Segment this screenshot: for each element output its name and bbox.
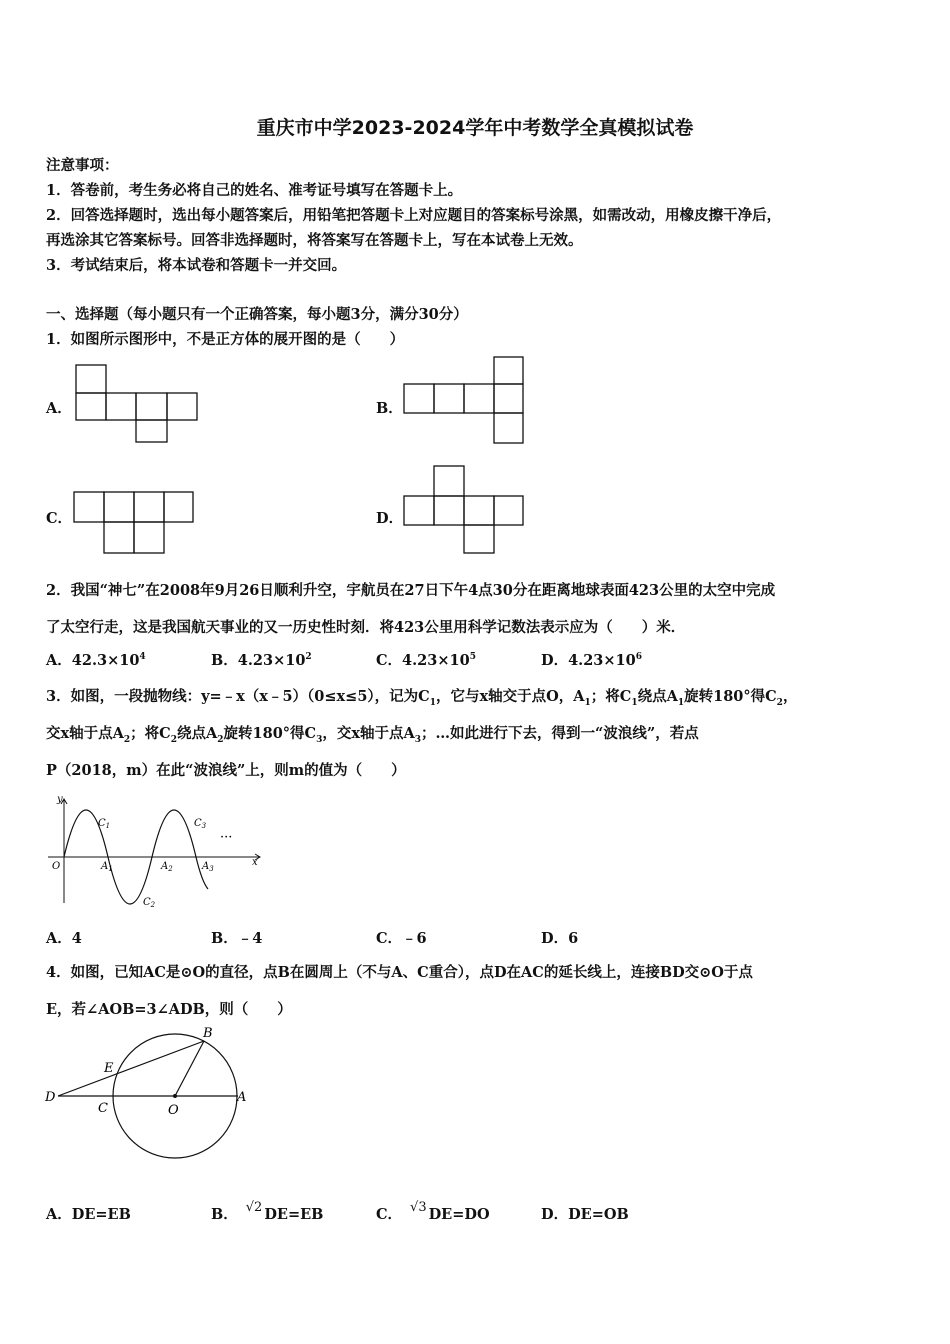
q4-circle-figure: [44, 1026, 254, 1160]
q3-dots: ···: [220, 830, 233, 845]
notice-heading: 注意事项：: [46, 157, 119, 174]
q4-stem-line1: 4．如图，已知AC是⊙O的直径，点B在圆周上（不与A、C重合），点D在AC的延长线上，连接BD交⊙O于点: [46, 964, 753, 981]
q3-wave-figure: [44, 793, 266, 913]
q3-option-a[interactable]: A．4: [46, 930, 82, 947]
q4-point-c: C: [98, 1101, 108, 1116]
q1-option-b-label[interactable]: B．: [376, 400, 403, 417]
notice-item: 2．回答选择题时，选出每小题答案后，用铅笔把答题卡上对应题目的答案标号涂黑，如需改动，用橡皮擦干净后，: [46, 207, 782, 224]
sqrt3-symbol: √3: [410, 1200, 427, 1215]
q2-option-a[interactable]: A．$42.3\times 10^4$: [46, 652, 146, 669]
q2-stem-line2: 了太空行走，这是我国航天事业的又一历史性时刻．将423公里用科学记数法表示应为（ ）米．: [46, 619, 686, 636]
q3-c3-label: $C_3$: [194, 818, 207, 830]
q1-net-a: [70, 360, 205, 450]
q4-point-b: B: [203, 1026, 213, 1041]
q2-option-b[interactable]: B．$4.23\times 10^2$: [211, 652, 312, 669]
q3-option-b[interactable]: B．﹣4: [211, 930, 263, 947]
q4-point-d: D: [45, 1090, 56, 1105]
q4-option-a[interactable]: A．DE=EB: [46, 1206, 131, 1223]
q2-option-d[interactable]: D．$4.23\times 10^6$: [541, 652, 642, 669]
q4-point-a: A: [237, 1090, 247, 1105]
notice-item: 3．考试结束后，将本试卷和答题卡一并交回。: [46, 257, 347, 274]
notice-item: 1．答卷前，考生务必将自己的姓名、准考证号填写在答题卡上。: [46, 182, 463, 199]
sqrt2-symbol: √2: [245, 1200, 263, 1215]
q4-point-e: E: [104, 1061, 114, 1076]
q4-point-o: O: [168, 1103, 179, 1118]
q2-stem-line1: 2．我国“神七”在2008年9月26日顺利升空，宇航员在27日下午4点30分在距离地球表面423公里的太空中完成: [46, 582, 776, 599]
q3-c2-label: $C_2$: [143, 897, 156, 909]
q4-option-c[interactable]: C． √3 DE=DO: [376, 1200, 490, 1223]
page-title: 重庆市中学2023-2024学年中考数学全真模拟试卷: [256, 117, 694, 139]
q3-stem-line1: 3．如图，一段抛物线：y=﹣x（x﹣5）（0≤x≤5），记为$C_1$，它与x轴交于点O，$A_1$；将$C_1$绕点$A_1$旋转180°得$C_2$，: [46, 688, 798, 708]
q1-option-d-label[interactable]: D．: [376, 510, 404, 527]
q1-net-b: [400, 352, 530, 448]
q1-option-a-label[interactable]: A．: [46, 400, 72, 417]
section-heading: 一、选择题（每小题只有一个正确答案，每小题3分，满分30分）: [46, 306, 468, 323]
q2-option-c[interactable]: C．$4.23\times 10^5$: [376, 652, 476, 669]
q4-option-b[interactable]: B． √2 DE=EB: [211, 1200, 324, 1223]
notice-item: 再选涂其它答案标号。回答非选择题时，将答案写在答题卡上，写在本试卷上无效。: [46, 232, 583, 249]
q3-stem-line2: 交x轴于点$A_2$；将$C_2$绕点$A_2$旋转180°得$C_3$，交x轴于点$A_3$；…如此进行下去，得到一“波浪线”，若点: [46, 725, 699, 745]
q3-c1-label: $C_1$: [98, 818, 111, 830]
q3-axis-x-label: x: [252, 857, 258, 868]
q3-axis-y-label: y: [57, 794, 63, 805]
q3-a1-label: $A_1$: [101, 861, 113, 873]
q1-net-c: [70, 488, 200, 558]
q4-stem-line2: E，若∠AOB=3∠ADB，则（ ）: [46, 1001, 292, 1018]
q1-net-d: [400, 462, 530, 558]
q1-option-c-label[interactable]: C．: [46, 510, 73, 527]
q3-option-d[interactable]: D．6: [541, 930, 579, 947]
q3-option-c[interactable]: C．﹣6: [376, 930, 427, 947]
q3-origin-label: O: [52, 861, 61, 872]
q4-option-d[interactable]: D．DE=OB: [541, 1206, 629, 1223]
q3-a2-label: $A_2$: [161, 861, 173, 873]
q3-stem-line3: P（2018，m）在此“波浪线”上，则m的值为（ ）: [46, 762, 406, 779]
q3-a3-label: $A_3$: [202, 861, 214, 873]
q1-stem: 1．如图所示图形中，不是正方体的展开图的是（ ）: [46, 331, 405, 348]
